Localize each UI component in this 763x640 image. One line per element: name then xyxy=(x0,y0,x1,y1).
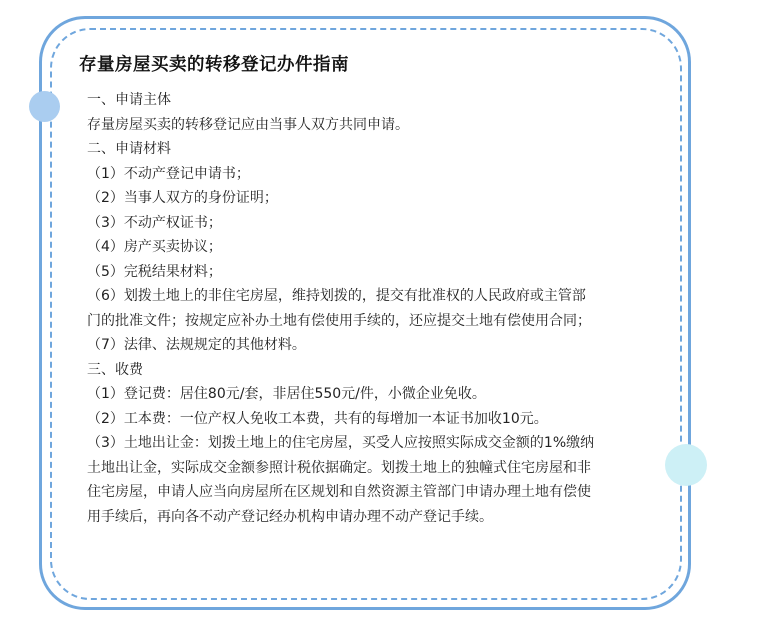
list-item: （1）登记费：居住80元/套，非居住550元/件，小微企业免收。 xyxy=(87,386,486,402)
list-item: （5）完税结果材料； xyxy=(87,263,222,280)
list-item: （2）当事人双方的身份证明； xyxy=(87,190,278,206)
list-item: （2）工本费：一位产权人免收工本费，共有的每增加一本证书加收10元。 xyxy=(87,410,548,427)
decorative-dot-left xyxy=(29,91,60,122)
list-item-continuation: 住宅房屋，申请人应当向房屋所在区规划和自然资源主管部门申请办理土地有偿使 xyxy=(87,484,591,500)
list-item: （3）不动产权证书； xyxy=(87,214,222,231)
list-item: （3）土地出让金：划拨土地上的住宅房屋，买受人应按照实际成交金额的1%缴纳 xyxy=(87,435,595,451)
paragraph-line: 存量房屋买卖的转移登记应由当事人双方共同申请。 xyxy=(87,116,409,133)
section-heading-fees: 三、收费 xyxy=(87,361,143,378)
document-body xyxy=(87,88,669,529)
list-item-continuation: 土地出让金，实际成交金额参照计税依据确定。划拨土地上的独幢式住宅房屋和非 xyxy=(87,459,591,476)
list-item: （4）房产买卖协议； xyxy=(87,239,222,255)
list-item-continuation: 门的批准文件；按规定应补办土地有偿使用手续的，还应提交土地有偿使用合同； xyxy=(87,312,591,329)
section-heading-applicant: 一、申请主体 xyxy=(87,92,171,108)
list-item: （1）不动产登记申请书； xyxy=(87,165,250,182)
document-title: 存量房屋买卖的转移登记办件指南 xyxy=(79,55,349,75)
list-item: （6）划拨土地上的非住宅房屋，维持划拨的，提交有批准权的人民政府或主管部 xyxy=(87,288,586,304)
list-item: （7）法律、法规规定的其他材料。 xyxy=(87,337,306,353)
section-heading-materials: 二、申请材料 xyxy=(87,141,171,157)
decorative-dot-right xyxy=(665,444,707,486)
list-item-continuation: 用手续后，再向各不动产登记经办机构申请办理不动产登记手续。 xyxy=(87,508,493,525)
